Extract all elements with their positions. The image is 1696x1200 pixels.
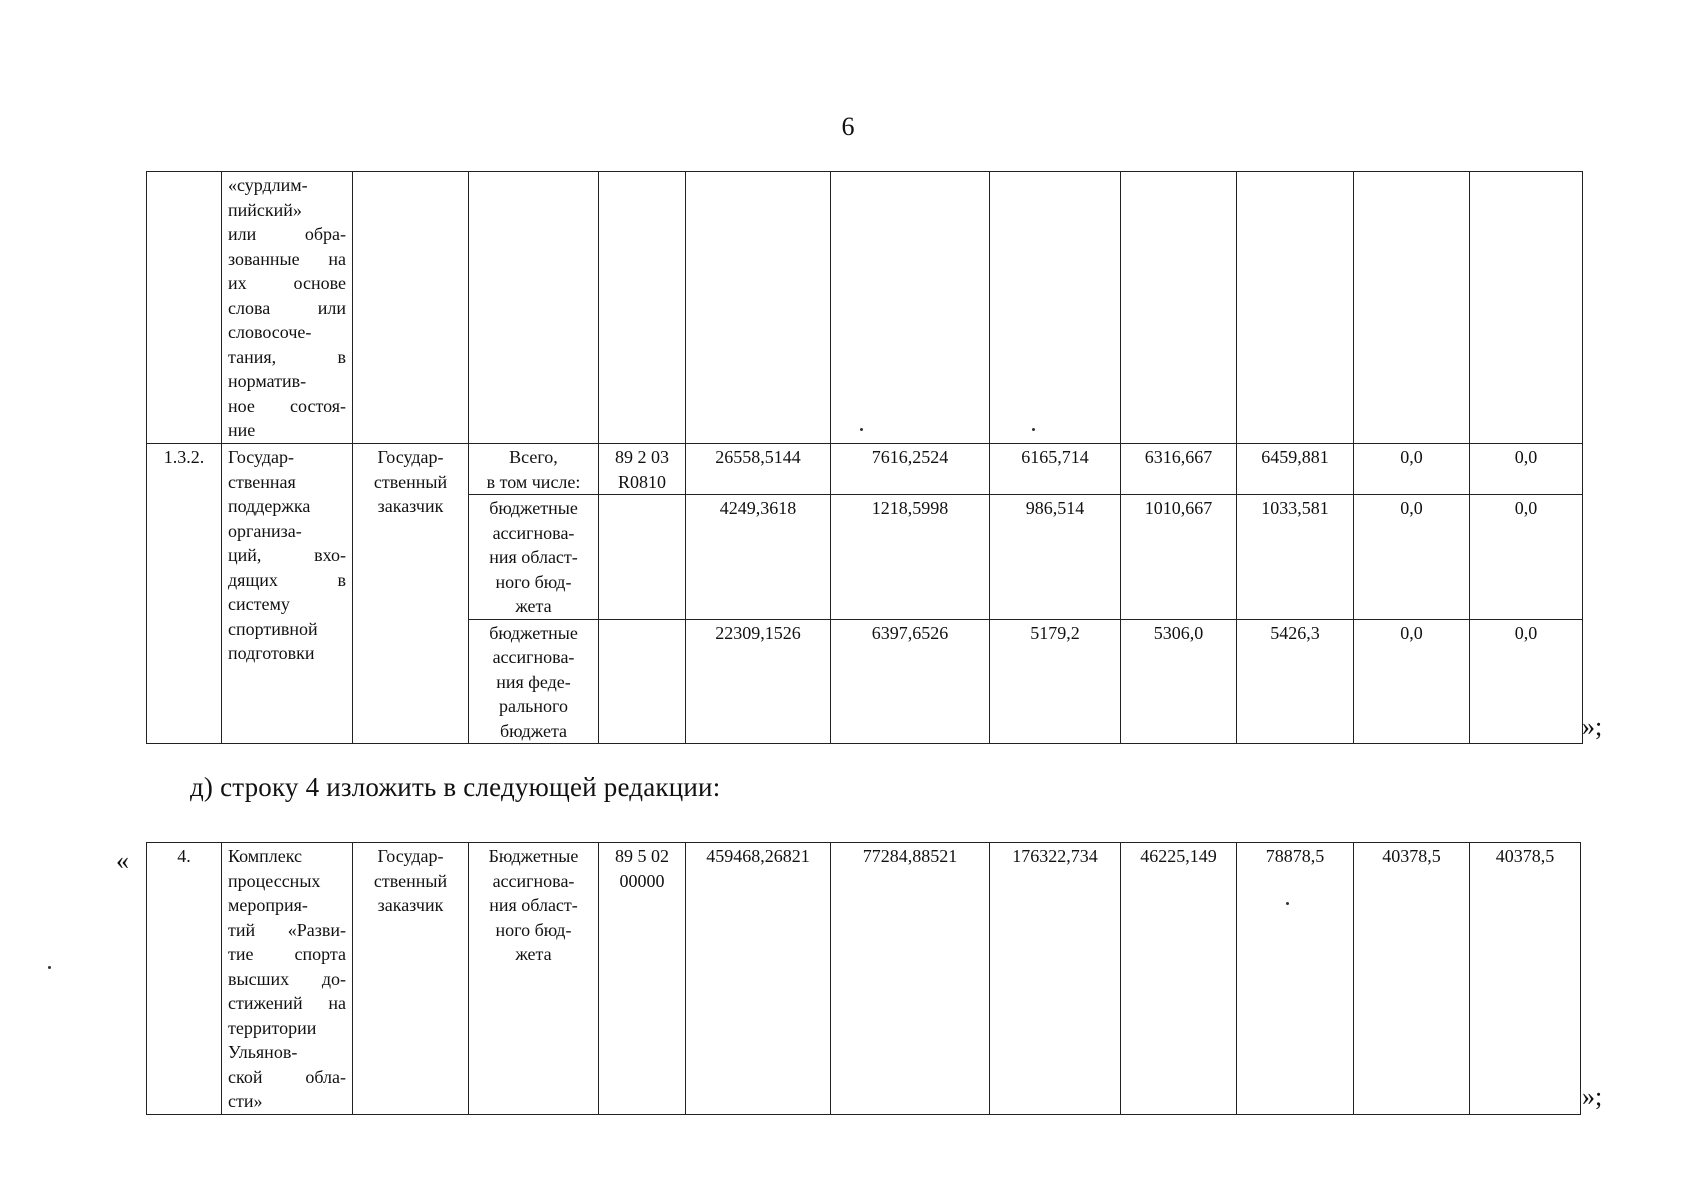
value-year-5: 0,0 xyxy=(1354,495,1470,620)
cell-text-line: стижений на xyxy=(228,993,346,1013)
row-number: 4. xyxy=(147,843,222,1115)
cell-value xyxy=(1237,172,1354,444)
cell-text-line: высших до- xyxy=(228,968,346,989)
cell-text-line: ного бюд- xyxy=(495,919,572,940)
row-name xyxy=(222,444,353,744)
cell-text-line: ственный xyxy=(373,870,448,891)
value-total: 26558,5144 xyxy=(686,444,831,495)
cell-value xyxy=(1121,172,1237,444)
cell-text-line: пийский» xyxy=(228,199,302,220)
cell-text-line: словосоче- xyxy=(228,322,312,342)
row-4 xyxy=(147,843,1581,1115)
value-year-4: 78878,5 xyxy=(1237,843,1354,1115)
value-year-3: 46225,149 xyxy=(1121,843,1237,1115)
cell-executor xyxy=(353,172,469,444)
cell-text-line: бюджетные xyxy=(489,498,578,518)
value-year-2: 6165,714 xyxy=(990,444,1121,495)
cell-code xyxy=(599,172,686,444)
funding-source xyxy=(469,444,599,495)
cell-text-line: 89 2 03 xyxy=(615,447,669,467)
cell-text-line: Государ- xyxy=(377,846,444,866)
cell-text-line: Ульянов- xyxy=(228,1042,298,1062)
cell-value xyxy=(1354,172,1470,444)
scan-speck xyxy=(860,428,863,431)
cell-text-line: Государ- xyxy=(377,447,444,467)
cell-text-line: тий «Разви- xyxy=(228,919,346,940)
cell-text-line: Государ- xyxy=(228,447,295,467)
cell-value xyxy=(686,172,831,444)
cell-text-line: дящих в xyxy=(228,569,346,590)
value-year-5: 0,0 xyxy=(1354,619,1470,744)
opening-quote-mark: « xyxy=(116,846,129,875)
funding-source xyxy=(469,619,599,744)
cell-text-line: ния област- xyxy=(489,895,578,915)
closing-quote-mark: »; xyxy=(1582,712,1603,741)
program-table-row-4 xyxy=(146,842,1581,1115)
cell-text-line: ния област- xyxy=(489,547,578,567)
value-year-2: 176322,734 xyxy=(990,843,1121,1115)
cell-text-line: 89 5 02 xyxy=(615,846,669,866)
cell-text-line: норматив- xyxy=(228,371,307,391)
scan-speck xyxy=(1032,428,1035,431)
cell-text-line: R0810 xyxy=(617,471,666,492)
cell-text-line: систему xyxy=(228,594,290,614)
value-total: 4249,3618 xyxy=(686,495,831,620)
cell-text-line: сти» xyxy=(228,1091,263,1111)
value-year-1: 6397,6526 xyxy=(831,619,990,744)
program-table-continuation xyxy=(146,171,1583,744)
cell-text-line: процессных xyxy=(228,870,321,891)
cell-text-line: или обра- xyxy=(228,224,346,244)
value-year-3: 1010,667 xyxy=(1121,495,1237,620)
cell-value xyxy=(990,172,1121,444)
cell-text-line: бюджета xyxy=(499,720,568,741)
value-year-1: 77284,88521 xyxy=(831,843,990,1115)
funding-source xyxy=(469,495,599,620)
row-executor xyxy=(353,444,469,744)
cell-text-line: тания, в xyxy=(228,346,346,367)
funding-source xyxy=(469,843,599,1115)
value-year-3: 5306,0 xyxy=(1121,619,1237,744)
cell-text-line: ассигнова- xyxy=(492,522,575,543)
value-year-1: 1218,5998 xyxy=(831,495,990,620)
value-year-1: 7616,2524 xyxy=(831,444,990,495)
cell-text-line: Бюджетные xyxy=(488,846,579,866)
cell-number xyxy=(147,172,222,444)
cell-text-line: в том числе: xyxy=(486,471,581,492)
cell-text-line: ассигнова- xyxy=(492,870,575,891)
closing-quote-mark: »; xyxy=(1582,1082,1603,1111)
cell-text-line: Всего, xyxy=(509,447,558,467)
cell-text-line: «сурдлим- xyxy=(228,175,308,195)
cell-text-line: Комплекс xyxy=(228,846,303,866)
value-year-5: 40378,5 xyxy=(1354,843,1470,1115)
cell-text-line: ния феде- xyxy=(496,671,571,692)
cell-text-line: ассигнова- xyxy=(492,647,575,667)
cell-text-line: поддержка xyxy=(228,496,311,516)
cell-text-line: рального xyxy=(499,696,568,716)
budget-code xyxy=(599,619,686,744)
cell-value xyxy=(1470,172,1583,444)
amendment-instruction: д) строку 4 изложить в следующей редакции: xyxy=(190,772,721,802)
cell-text-line: заказчик xyxy=(377,895,444,915)
cell-text-line: ного бюд- xyxy=(495,571,572,592)
cell-text-line: тие спорта xyxy=(228,944,346,964)
budget-code xyxy=(599,444,686,495)
value-year-2: 5179,2 xyxy=(990,619,1121,744)
cell-text-line: заказчик xyxy=(377,496,444,516)
scan-speck xyxy=(48,966,51,969)
value-year-6: 0,0 xyxy=(1470,444,1583,495)
cell-text-line: ской обла- xyxy=(228,1066,346,1087)
row-name xyxy=(222,843,353,1115)
value-year-6: 40378,5 xyxy=(1470,843,1581,1115)
cell-text-line: их основе xyxy=(228,273,346,293)
row-number: 1.3.2. xyxy=(147,444,222,744)
cell-text-line: подготовки xyxy=(228,643,315,663)
cell-text-line: жета xyxy=(515,944,552,964)
cell-text-line: бюджетные xyxy=(489,622,578,643)
value-year-2: 986,514 xyxy=(990,495,1121,620)
value-total: 22309,1526 xyxy=(686,619,831,744)
value-total: 459468,26821 xyxy=(686,843,831,1115)
cell-value xyxy=(831,172,990,444)
value-year-4: 1033,581 xyxy=(1237,495,1354,620)
value-year-6: 0,0 xyxy=(1470,495,1583,620)
page-number: 6 xyxy=(841,112,855,141)
cell-text-line: ственный xyxy=(373,471,448,492)
cell-text-line: организа- xyxy=(228,520,302,541)
cell-text-line: ций, вхо- xyxy=(228,545,346,565)
value-year-4: 6459,881 xyxy=(1237,444,1354,495)
cell-text-line: слова или xyxy=(228,297,346,318)
value-year-5: 0,0 xyxy=(1354,444,1470,495)
value-year-3: 6316,667 xyxy=(1121,444,1237,495)
cell-text-line: мероприя- xyxy=(228,895,308,915)
budget-code xyxy=(599,843,686,1115)
cell-text-line: территории xyxy=(228,1017,317,1038)
cell-text-line: ное состоя- xyxy=(228,395,346,416)
cell-text-line: спортивной xyxy=(228,618,318,639)
cell-name xyxy=(222,172,353,444)
cell-text-line: жета xyxy=(515,596,552,616)
row-executor xyxy=(353,843,469,1115)
value-year-4: 5426,3 xyxy=(1237,619,1354,744)
scan-speck xyxy=(1286,902,1289,905)
cell-source xyxy=(469,172,599,444)
continuation-row xyxy=(147,172,1583,444)
cell-text-line: зованные на xyxy=(228,248,346,269)
row-1-3-2-total xyxy=(147,444,1583,495)
cell-text-line: 00000 xyxy=(619,870,665,891)
cell-text-line: ние xyxy=(228,420,256,440)
cell-text-line: ственная xyxy=(228,471,296,492)
budget-code xyxy=(599,495,686,620)
value-year-6: 0,0 xyxy=(1470,619,1583,744)
